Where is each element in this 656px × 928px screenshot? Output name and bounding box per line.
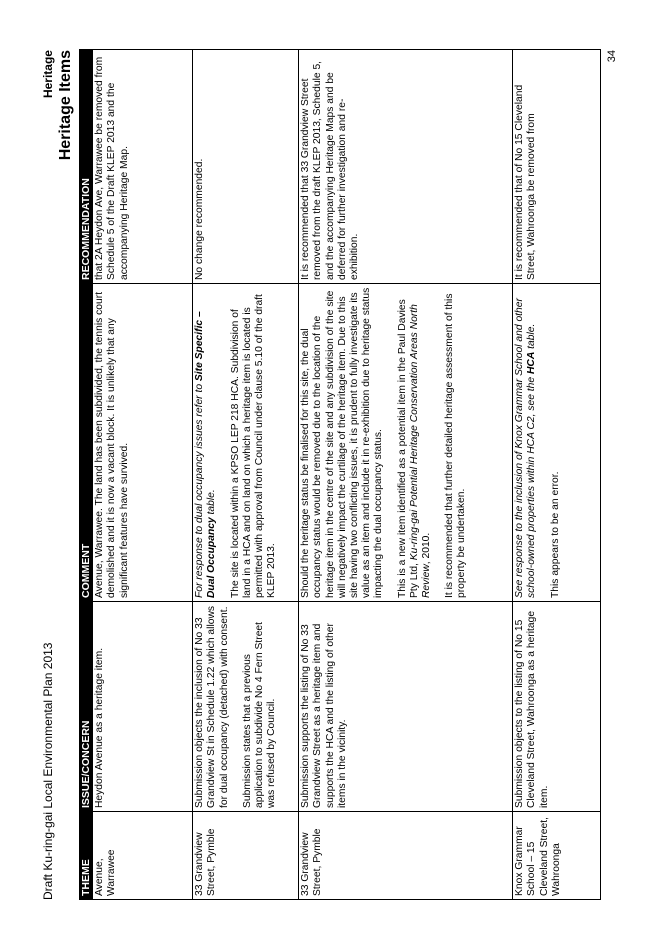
document-title: Draft Ku-ring-gai Local Environmental Plan 2013 <box>41 642 55 900</box>
issue-text: Submission supports the listing of No 33 Grandview Street as a heritage item and supports the HCA and the listing of other items in the vicinity. <box>300 623 348 808</box>
comment-text-part: For response to dual occupancy issues refer to <box>194 381 206 598</box>
section-heading <box>41 50 75 160</box>
comment-text-part: This is a new item identified as a potential item in the Paul Davies Pty Ltd, <box>396 299 420 598</box>
issue-text: Heydon Avenue as a heritage item. <box>94 647 106 808</box>
table-reference: Site Specific – Dual Occupancy <box>194 311 218 598</box>
recommendation-text: It is recommended that of No 15 Cleveland Street, Wahroonga be removed from <box>514 84 538 280</box>
recommendation-text: It is recommended that 33 Grandview Street removed from the draft KLEP 2013, Schedule 5, and the accompanying Heritage Maps and be deferred for further investigation and re-exhibition. <box>300 60 361 280</box>
issue-text: Submission objects to the listing of No 15 Cleveland Street, Wahroonga as a heritage item. <box>514 610 550 808</box>
comment-text <box>194 287 218 598</box>
comment-text <box>397 287 434 598</box>
cell-theme: 33 Grandview Street, Pymble <box>299 812 513 900</box>
comment-text: Avenue, Warrawee. The land has been subdivided, the tennis court demolished and it is now a vacant block. It is unlikely that any significant features have survived. <box>94 291 130 598</box>
cell-recommendation <box>193 50 299 284</box>
cell-theme: Avenue, Warrawee <box>93 812 193 900</box>
comment-text: This appears to be an error. <box>549 471 561 598</box>
cell-comment <box>513 284 601 602</box>
table-row <box>513 50 601 900</box>
comment-text: It is recommended that further detailed heritage assessment of this property be undertaken. <box>444 293 468 598</box>
page-number: 34 <box>606 50 618 63</box>
comment-text-part: table. <box>206 489 218 518</box>
comment-text-part: See response to the inclusion of Knox Grammar School and other school-owned properties within HCA C2, see the <box>514 298 538 598</box>
report-title: Ku-ring-gai Potential Heritage Conservation Areas North Review <box>408 304 433 598</box>
cell-issue <box>93 602 193 812</box>
recommendation-text: that 2A Heydon Ave, Warrawee be removed from Schedule 5 of the Draft KLEP 2013 and the accompanying Heritage Map. <box>94 56 130 280</box>
cell-recommendation <box>93 50 193 284</box>
table-reference: HCA <box>526 351 538 375</box>
cell-comment <box>299 284 513 602</box>
cell-comment <box>93 284 193 602</box>
comment-text: The site is located within a KPSO LEP 218 HCA. Subdivision of land in a HCA and on land on which a heritage item is located is permitted with approval from Council under clause 5.10 of the draft KLEP 2013. <box>229 294 278 598</box>
column-header-issue: ISSUE/CONCERN <box>80 602 93 812</box>
column-header-comment: COMMENT <box>80 284 93 602</box>
heritage-items-table <box>79 49 601 900</box>
page-title: Heritage Items <box>57 50 74 161</box>
cell-issue <box>513 602 601 812</box>
table-row <box>193 50 299 900</box>
table-row <box>93 50 193 900</box>
issue-text: Submission states that a previous application to subdivide No 4 Fern Street was refused by Council. <box>241 621 278 808</box>
comment-text-part: table. <box>526 323 538 352</box>
recommendation-text: No change recommended. <box>194 158 206 280</box>
cell-theme: 33 Grandview Street, Pymble <box>193 812 299 900</box>
comment-text-part: , 2010. <box>421 532 433 565</box>
column-header-theme: THEME <box>80 812 93 900</box>
table-row <box>299 50 513 900</box>
comment-text <box>514 287 538 598</box>
table-header-row <box>80 50 93 900</box>
cell-issue <box>193 602 299 812</box>
cell-recommendation <box>513 50 601 284</box>
cell-issue <box>299 602 513 812</box>
cell-recommendation <box>299 50 513 284</box>
rotated-content <box>41 50 616 900</box>
issue-text: Submission objects the inclusion of No 33 Grandview St in Schedule 1.22 which allows for dual occupancy (detached) with consent. <box>194 605 230 808</box>
column-header-recommendation: RECOMMENDATION <box>80 50 93 284</box>
comment-text: Should the heritage status be finalised for this site, the dual occupancy status would be removed due to the location of the heritage item in the centre of the site and any subdivision of the site will negatively impact the curtilage of the heritage item. Due to this site having two conflicting issues, it is prudent to fully investigate its value as an item and include it in re-exhibition due to heritage status impacting the dual occupancy status. <box>300 287 385 598</box>
cell-theme: Knox Grammar School – 15 Cleveland Street, Wahroonga <box>513 812 601 900</box>
section-label: Heritage <box>41 50 55 99</box>
cell-comment <box>193 284 299 602</box>
